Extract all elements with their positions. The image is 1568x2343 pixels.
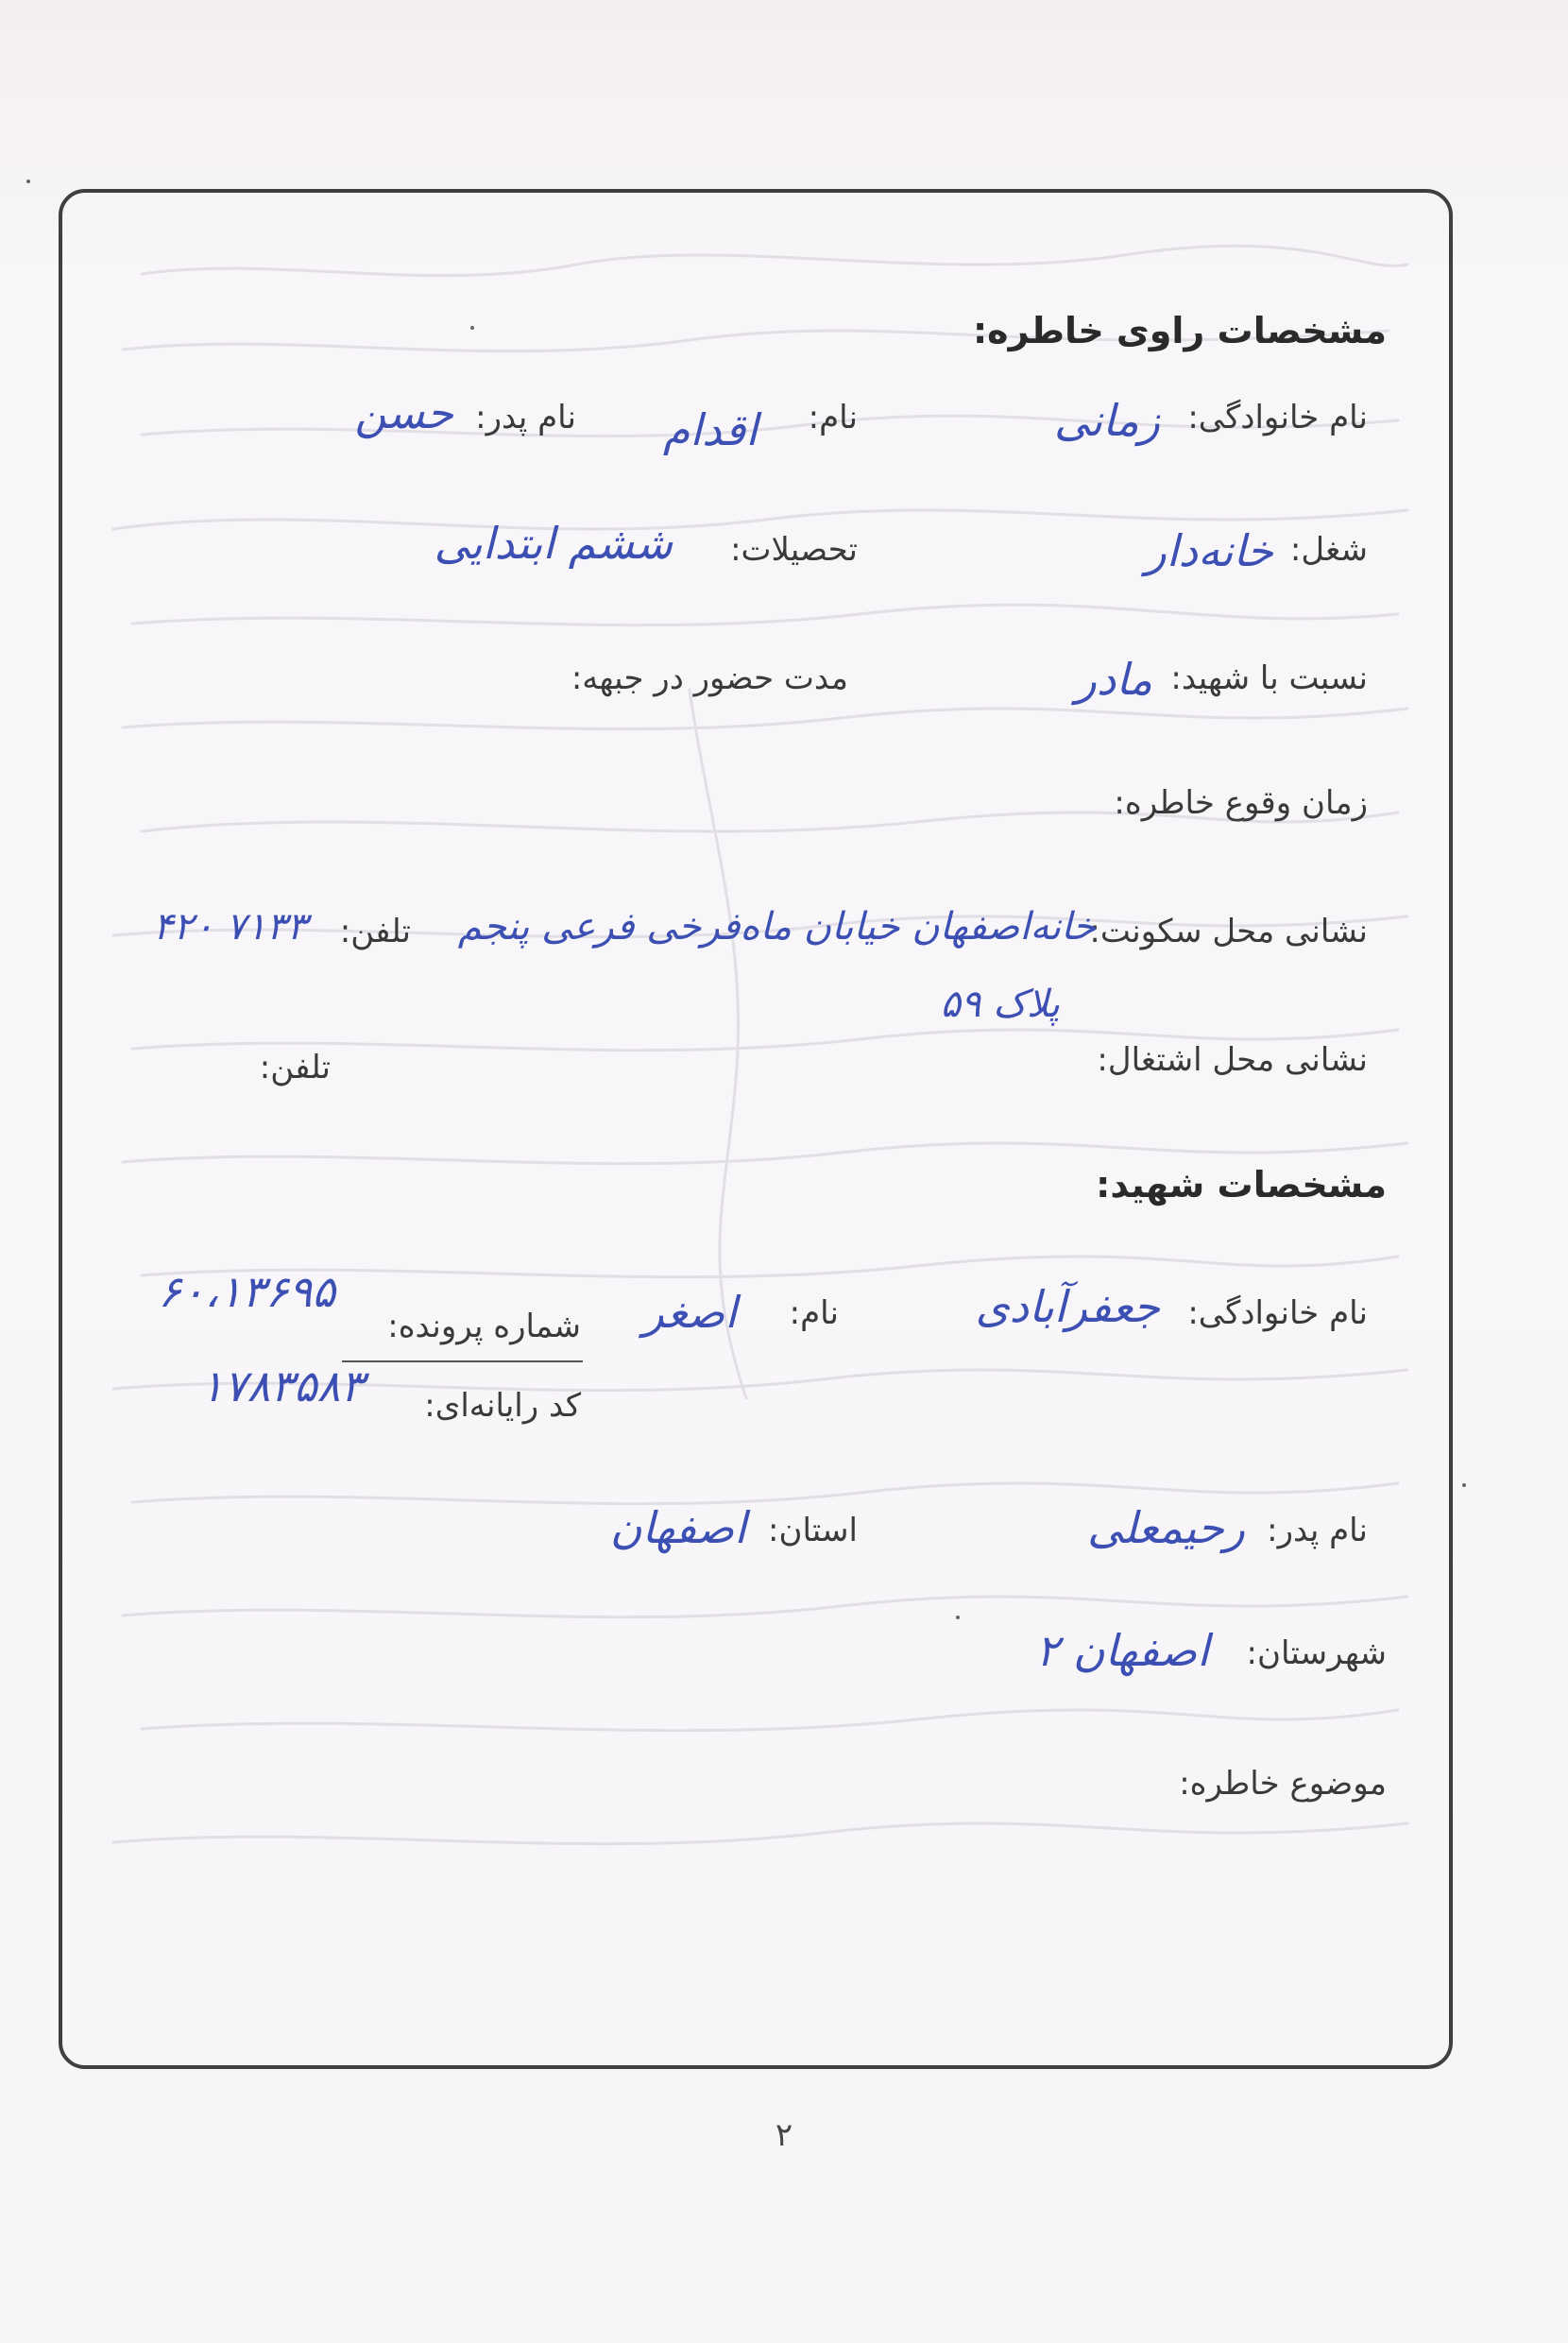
narrator-job-label: شغل: (1289, 531, 1368, 569)
martyr-family-name-label: نام خانوادگی: (1187, 1294, 1368, 1332)
memory-time-label: زمان وقوع خاطره: (1114, 784, 1368, 822)
paper-speck (956, 1616, 960, 1619)
martyr-family-name-value: جعفرآبادی (975, 1281, 1160, 1332)
front-duration-label: مدت حضور در جبهه: (571, 659, 848, 697)
narrator-section-title: مشخصات راوی خاطره: (972, 310, 1387, 351)
work-address-label: نشانی محل اشتغال: (1097, 1041, 1368, 1079)
paper-speck (470, 326, 474, 330)
home-phone-value: ۷۱۳۳ ۴۲۰ (152, 905, 307, 949)
file-number-underline (342, 1360, 583, 1362)
home-address-label: نشانی محل سکونت: (1089, 913, 1368, 950)
narrator-education-label: تحصیلات: (730, 531, 858, 569)
narrator-name-value: اقدام (662, 404, 758, 455)
narrator-job-value: خانه‌دار (1145, 525, 1273, 576)
narrator-relation-label: نسبت با شهید: (1170, 659, 1368, 697)
province-label: استان: (768, 1512, 858, 1549)
narrator-family-name-value: زمانی (1053, 395, 1160, 446)
narrator-family-name-label: نام خانوادگی: (1187, 399, 1368, 436)
narrator-father-name-label: نام پدر: (475, 399, 576, 436)
paper-speck (26, 180, 30, 183)
narrator-father-name-value: حسن (354, 387, 453, 438)
martyr-name-value: اصغر (642, 1287, 737, 1338)
computer-code-value: ۱۷۸۳۵۸۳ (200, 1360, 364, 1411)
martyr-father-name-label: نام پدر: (1267, 1512, 1368, 1549)
martyr-father-name-value: رحیمعلی (1087, 1502, 1245, 1553)
narrator-name-label: نام: (808, 399, 858, 436)
memory-subject-label: موضوع خاطره: (1179, 1765, 1387, 1803)
province-value: اصفهان (609, 1502, 746, 1553)
home-phone-label: تلفن: (339, 913, 411, 950)
home-address-value-line2: پلاک ۵۹ (940, 983, 1060, 1026)
martyr-section-title: مشخصات شهید: (1096, 1164, 1387, 1206)
narrator-education-value: ششم ابتدایی (434, 518, 673, 569)
file-number-label: شماره پرونده: (387, 1308, 581, 1345)
work-phone-label: تلفن: (259, 1049, 331, 1086)
page-number: ۲ (775, 2116, 793, 2154)
file-number-value: ۶۰،۱۳۶۹۵ (158, 1266, 335, 1317)
computer-code-label: کد رایانه‌ای: (424, 1387, 581, 1425)
city-label: شهرستان: (1246, 1634, 1387, 1672)
city-value: اصفهان ۲ (1035, 1625, 1209, 1676)
martyr-name-label: نام: (789, 1294, 839, 1332)
paper-speck (1462, 1483, 1466, 1487)
narrator-relation-value: مادر (1075, 654, 1152, 705)
home-address-value: خانه‌اصفهان خیابان ماه‌فرخی فرعی پنجم (457, 905, 1096, 949)
